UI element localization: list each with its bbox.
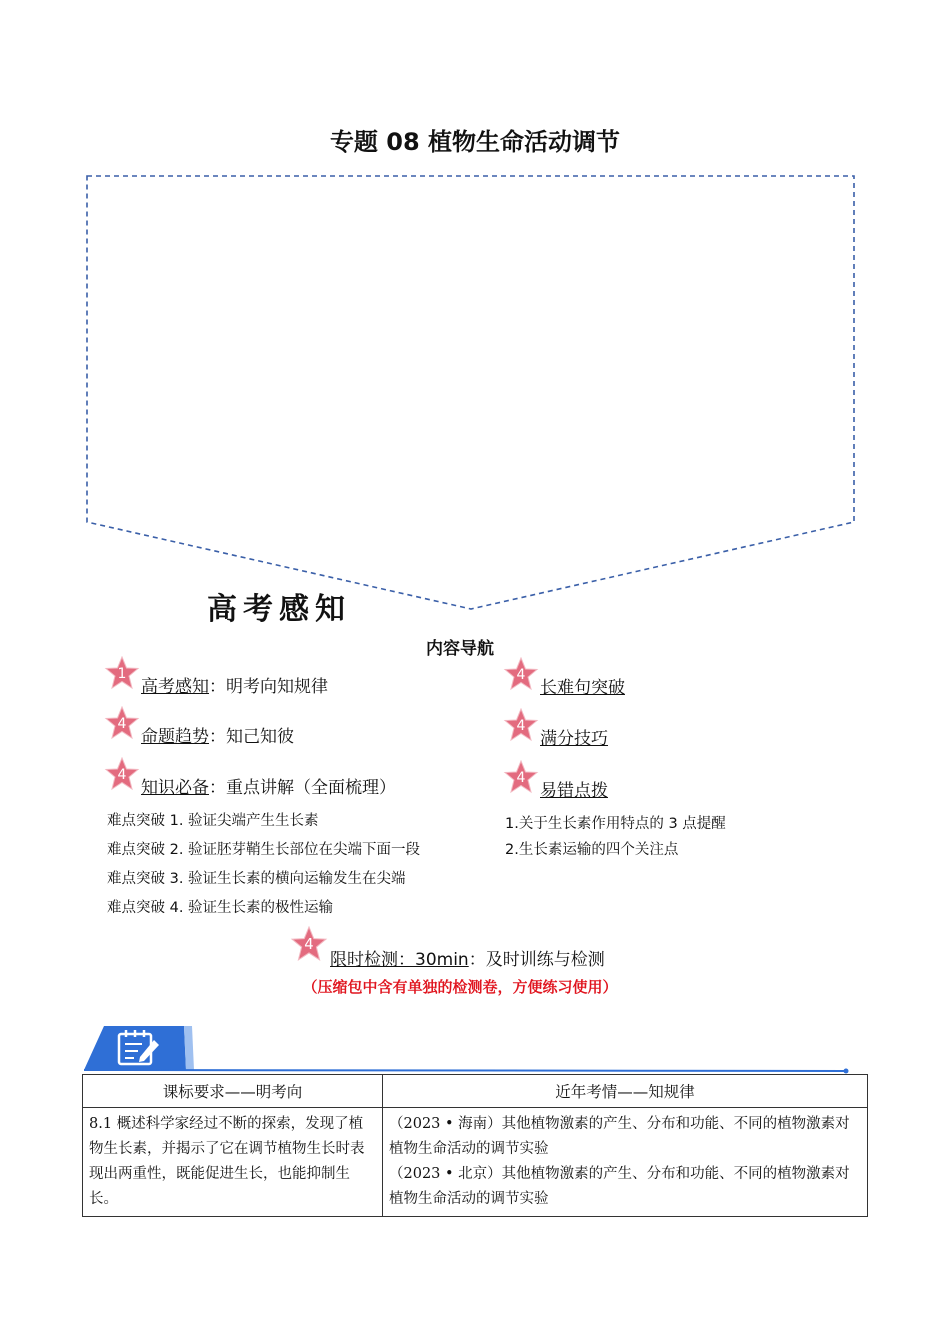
nav-item-label: 限时检测：30min (330, 950, 469, 970)
star-number: 1 (117, 666, 127, 682)
knowledge-point: 难点突破 1. 验证尖端产生生长素 (107, 813, 319, 829)
star-number: 4 (304, 936, 314, 954)
star-number: 4 (117, 716, 127, 732)
knowledge-point: 难点突破 3. 验证生长素的横向运输发生在尖端 (107, 871, 406, 887)
nav-item-label: 易错点拨 (540, 781, 608, 801)
star-badge-icon (503, 657, 539, 693)
nav-item-label: 知识必备 (141, 778, 209, 798)
download-note: （压缩包中含有单独的检测卷，方便练习使用） (302, 978, 618, 996)
dashed-frame (80, 170, 860, 615)
curriculum-requirement: 8.1 概述科学家经过不断的探索，发现了植物生长素，并揭示了它在调节植物生长时表现出两重性，既能促进生长，也能抑制生长。 (83, 1108, 383, 1217)
star-badge-icon (503, 708, 539, 744)
requirements-table (82, 1074, 868, 1217)
star-badge-icon (503, 760, 539, 796)
star-number: 4 (516, 770, 526, 786)
exam-item: （2023 • 北京）其他植物激素的产生、分布和功能、不同的植物激素对植物生命活动的调节实验 (389, 1166, 850, 1207)
star-number: 4 (516, 718, 526, 734)
nav-item-label: 命题趋势 (141, 727, 209, 747)
nav-item-label: 满分技巧 (540, 729, 608, 749)
nav-item-desc: ：重点讲解（全面梳理） (209, 778, 396, 798)
table-header: 近年考情——知规律 (383, 1075, 868, 1108)
section-banner (84, 1024, 854, 1074)
star-badge-icon (104, 757, 140, 793)
star-badge-icon (104, 656, 140, 692)
table-header: 课标要求——明考向 (83, 1075, 383, 1108)
page-title: 专题 08 植物生命活动调节 (329, 128, 621, 156)
star-badge-icon (290, 926, 328, 964)
nav-item-desc: ：及时训练与检测 (468, 950, 605, 970)
star-badge-icon (104, 706, 140, 742)
error-point: 2.生长素运输的四个关注点 (505, 842, 679, 858)
nav-item-label: 高考感知 (141, 677, 209, 697)
section-heading: 高考感知 (207, 592, 351, 627)
nav-item-desc: ：明考向知规律 (209, 677, 328, 697)
nav-item-desc: ：知己知彼 (209, 727, 294, 747)
exam-item: （2023 • 海南）其他植物激素的产生、分布和功能、不同的植物激素对植物生命活动的调节实验 (389, 1116, 850, 1157)
knowledge-point: 难点突破 4. 验证生长素的极性运输 (107, 900, 334, 916)
error-point: 1.关于生长素作用特点的 3 点提醒 (505, 816, 726, 832)
star-number: 4 (516, 667, 526, 683)
nav-item-label: 长难句突破 (540, 678, 625, 698)
nav-heading: 内容导航 (426, 639, 494, 659)
knowledge-point: 难点突破 2. 验证胚芽鞘生长部位在尖端下面一段 (107, 842, 421, 858)
star-number: 4 (117, 767, 127, 783)
